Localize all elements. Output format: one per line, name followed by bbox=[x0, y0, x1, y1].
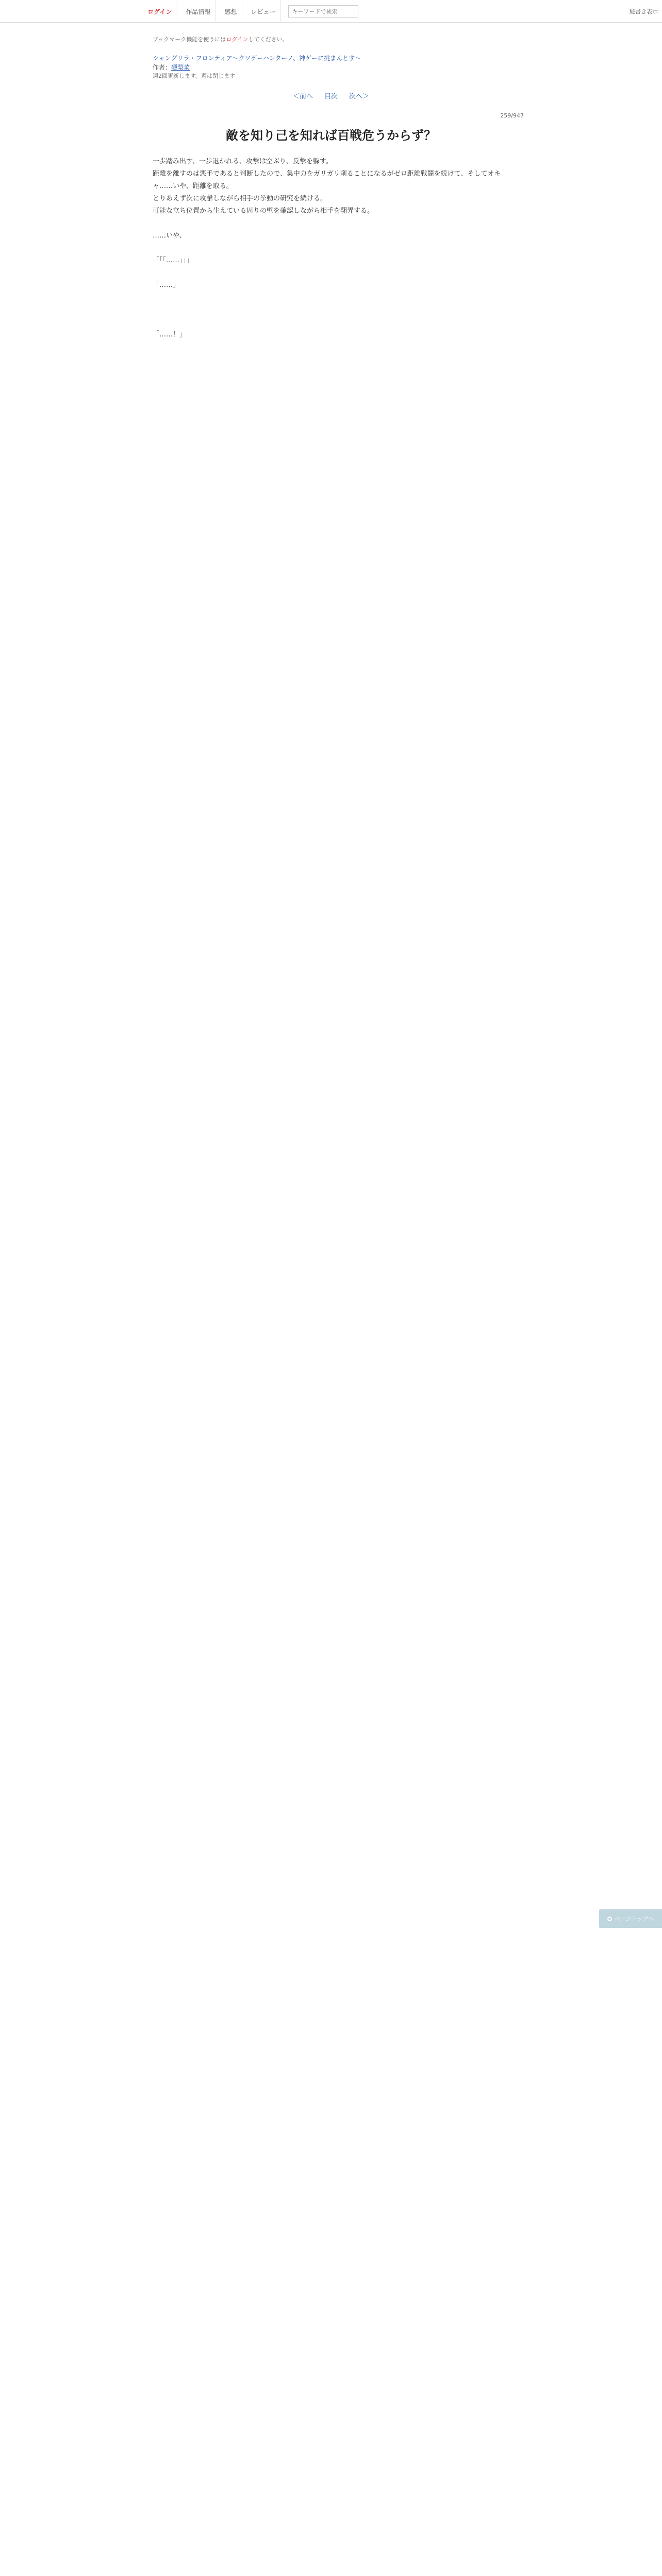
next-chapter-link[interactable]: 次へ＞ bbox=[349, 93, 370, 100]
story-paragraph bbox=[153, 700, 504, 712]
story-body bbox=[153, 156, 504, 922]
story-paragraph bbox=[153, 304, 504, 316]
story-paragraph bbox=[153, 724, 504, 737]
bookmark-note-after: してください。 bbox=[248, 36, 288, 43]
story-paragraph bbox=[153, 353, 504, 366]
story-paragraph bbox=[153, 650, 504, 663]
series-title-link[interactable]: シャングリラ・フロンティア〜クソゲーハンターノ、神ゲーに挑まんとす〜 bbox=[153, 55, 361, 62]
top-navigation-bar bbox=[0, 0, 662, 23]
story-paragraph bbox=[153, 675, 504, 687]
page-top-button[interactable] bbox=[599, 1909, 662, 1928]
nav-reviews[interactable]: レビュー bbox=[245, 0, 281, 23]
page-top-icon bbox=[607, 1917, 612, 1921]
story-paragraph bbox=[153, 601, 504, 613]
author-line bbox=[153, 63, 190, 72]
story-paragraph bbox=[153, 527, 504, 539]
chapter-number: 259/947 bbox=[500, 112, 524, 119]
story-paragraph: 「「「……」」」 bbox=[153, 257, 193, 264]
story-paragraph bbox=[153, 502, 504, 514]
prev-chapter-link[interactable]: ＜前へ bbox=[292, 93, 313, 100]
story-paragraph bbox=[153, 897, 504, 910]
story-paragraph bbox=[153, 403, 504, 415]
chapter-pager-top bbox=[0, 91, 662, 100]
bookmark-login-link[interactable]: ログイン bbox=[226, 36, 249, 43]
story-paragraph bbox=[153, 625, 504, 638]
bookmark-note-before: ブックマーク機能を使うには bbox=[153, 36, 226, 43]
story-paragraph bbox=[153, 799, 504, 811]
story-paragraph bbox=[153, 576, 504, 588]
story-paragraph bbox=[153, 873, 504, 885]
story-paragraph bbox=[153, 848, 504, 860]
table-of-contents-link[interactable]: 目次 bbox=[324, 93, 338, 100]
story-paragraph bbox=[153, 551, 504, 564]
top-nav-items bbox=[142, 0, 358, 23]
author-label: 作者： bbox=[153, 64, 172, 71]
login-link[interactable]: ログイン bbox=[142, 0, 177, 23]
chapter-title: 敵を知り己を知れば百戦危うからず？ bbox=[226, 128, 436, 143]
story-paragraph bbox=[153, 378, 504, 391]
story-paragraph bbox=[153, 477, 504, 489]
nav-work-info[interactable]: 作品情報 bbox=[180, 0, 216, 23]
story-paragraph: 「……！」 bbox=[153, 331, 187, 338]
author-link[interactable]: 硬梨菜 bbox=[171, 64, 190, 71]
story-paragraph bbox=[153, 452, 504, 465]
vertical-writing-link[interactable]: 縦書き表示 bbox=[630, 8, 658, 15]
update-note: 週2回更新します。週は閉じます bbox=[153, 73, 236, 79]
page-top-label: ページトップへ bbox=[614, 1916, 654, 1922]
story-paragraph bbox=[153, 823, 504, 836]
story-paragraph bbox=[153, 428, 504, 440]
search-input[interactable] bbox=[288, 5, 358, 18]
story-paragraph bbox=[153, 774, 504, 786]
nav-impressions[interactable]: 感想 bbox=[219, 0, 242, 23]
bookmark-note bbox=[153, 35, 288, 43]
story-paragraph bbox=[153, 749, 504, 761]
story-paragraph: 一歩踏み出す、一歩退かれる、攻撃は空ぶり、反撃を躱す。 距離を離すのは悪手であると判断したので、集中力をガリガリ削ることになるがゼロ距離戦闘を続けて、そしてオキャ……いや、距離を取る。 とりあえず次に攻撃しながら相手の挙動の研究を続ける。 可能な立ち位置から生えている周りの壁を確認しながら相手を翻弄する。 ……いや、 bbox=[153, 158, 501, 240]
story-paragraph: 「……」 bbox=[153, 281, 180, 289]
